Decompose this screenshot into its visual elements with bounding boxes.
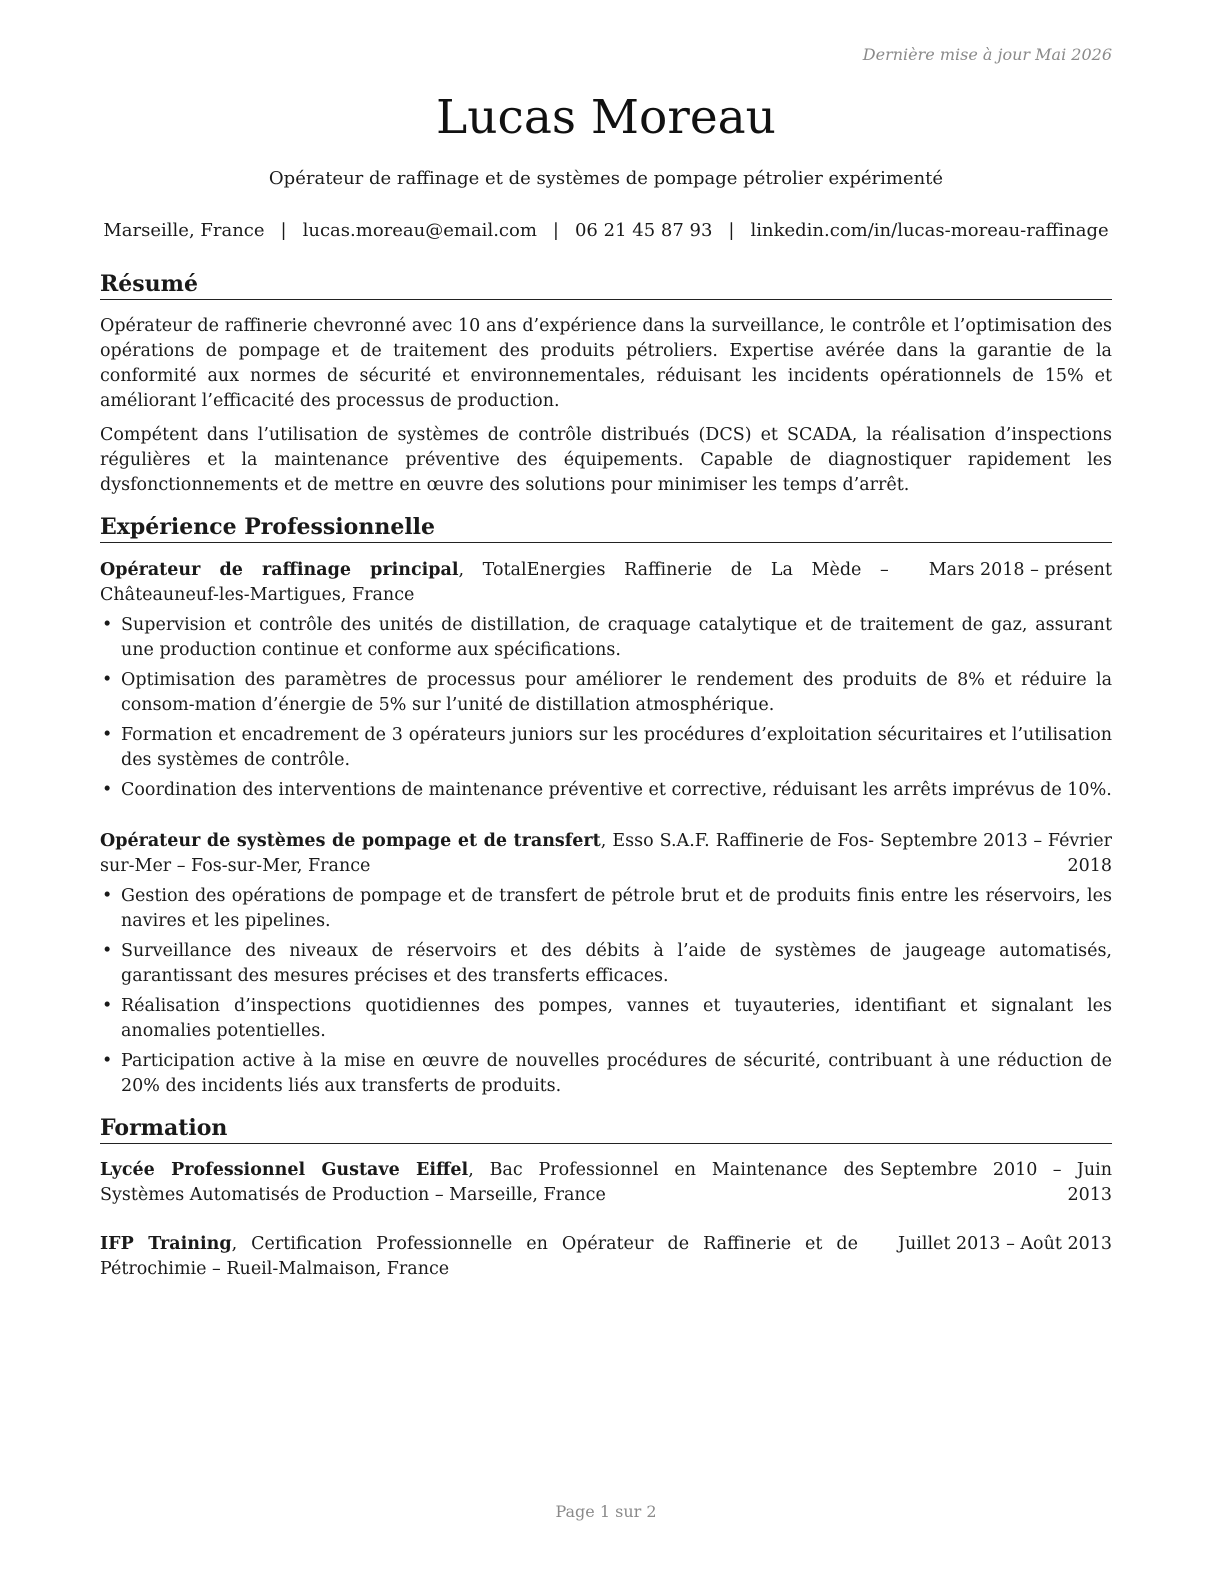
contact-linkedin[interactable]: linkedin.com/in/lucas-moreau-raffinage [750,220,1109,241]
job-entry [100,829,1112,1104]
job-header [100,829,1112,879]
education-org [100,1232,858,1282]
education-dates: Juillet 2013 – Août 2013 [897,1234,1112,1254]
summary-paragraph-2: Compétent dans l’utilisation de systèmes de contrôle distribués (DCS) et SCADA, la réalisation d’inspections régulières et la maintenance préventive des équipements. Capable de diagnostiquer rapidement les dysfonctionnements et de mettre en œuvre des solutions pour minimiser les temps d’arrêt. [100,425,1112,495]
job-header [100,558,1112,608]
education-detail: , Bac Professionnel en Maintenance des Systèmes Automatisés de Production – Marseille, France [100,1160,874,1205]
section-title-education: Formation [100,1114,1112,1144]
job-bullet: • Optimisation des paramètres de processus pour améliorer le rendement des produits de 8% et réduire la consom-mation d’énergie de 5% sur l’unité de distillation atmosphérique. [100,668,1112,718]
section-title-experience: Expérience Professionnelle [100,513,1112,543]
job-bullet: • Participation active à la mise en œuvre de nouvelles procédures de sécurité, contribuant à une réduction de 20% des incidents liés aux transferts de produits. [100,1049,1112,1099]
job-entry [100,558,1112,808]
job-bullet: • Réalisation d’inspections quotidiennes des pompes, vannes et tuyauteries, identifiant et signalant les anomalies potentielles. [100,994,1112,1044]
job-company: , Esso S.A.F. Raffinerie de Fos-sur-Mer – Fos-sur-Mer, France [100,831,874,876]
job-bullet: • Surveillance des niveaux de réservoirs et des débits à l’aide de systèmes de jaugeage automatisés, garantissant des mesures précises et des transferts efficaces. [100,939,1112,989]
education-detail: , Certification Professionnelle en Opérateur de Raffinerie et de Pétrochimie – Rueil-Malmaison, France [100,1234,858,1279]
contact-separator: | [728,220,735,241]
job-bullet: • Formation et encadrement de 3 opérateurs juniors sur les procédures d’exploitation sécuritaires et l’utilisation des systèmes de contrôle. [100,723,1112,773]
job-company: , TotalEnergies Raffinerie de La Mède – Châteauneuf-les-Martigues, France [100,560,889,605]
job-org [100,829,874,879]
education-dates: Septembre 2010 – Juin 2013 [880,1160,1112,1205]
job-title: Opérateur de raffinage principal [100,560,459,580]
summary-paragraph-1: Opérateur de raffinerie chevronné avec 10 ans d’expérience dans la surveillance, le contrôle et l’optimisation des opérations de pompage et de traitement des produits pétroliers. Expertise avérée dans la garantie de la conformité aux normes de sécurité et environnementales, réduisant les incidents opérationnels de 15% et améliorant l’efficacité des processus de production. [100,316,1112,411]
page-number: Page 1 sur 2 [555,1502,657,1521]
education-entry [100,1232,1112,1282]
last-updated: Dernière mise à jour Mai 2026 [862,45,1112,64]
education-entry [100,1158,1112,1208]
contact-email[interactable]: lucas.moreau@email.com [302,220,537,241]
contact-separator: | [280,220,287,241]
contact-phone: 06 21 45 87 93 [574,220,713,241]
job-bullet: • Supervision et contrôle des unités de distillation, de craquage catalytique et de traitement de gaz, assurant une production continue et conforme aux spécifications. [100,613,1112,663]
candidate-headline: Opérateur de raffinage et de systèmes de pompage pétrolier expérimenté [268,168,944,189]
education-school: IFP Training [100,1234,232,1254]
job-org [100,558,889,608]
job-bullets [100,884,1112,1099]
job-dates: Septembre 2013 – Février 2018 [880,831,1112,876]
job-bullet: • Coordination des interventions de maintenance préventive et corrective, réduisant les arrêts imprévus de 10%. [100,778,1112,803]
education-org [100,1158,874,1208]
contact-location: Marseille, France [103,220,265,241]
section-title-summary: Résumé [100,270,1112,300]
job-bullets [100,613,1112,803]
contact-separator: | [552,220,559,241]
job-dates: Mars 2018 – présent [928,560,1112,580]
candidate-name: Lucas Moreau [436,90,776,145]
education-school: Lycée Professionnel Gustave Eiffel [100,1160,469,1180]
job-title: Opérateur de systèmes de pompage et de transfert [100,831,601,851]
job-bullet: • Gestion des opérations de pompage et de transfert de pétrole brut et de produits finis entre les réservoirs, les navires et les pipelines. [100,884,1112,934]
education-header [100,1232,1112,1282]
education-header [100,1158,1112,1208]
contact-line [100,219,1112,243]
